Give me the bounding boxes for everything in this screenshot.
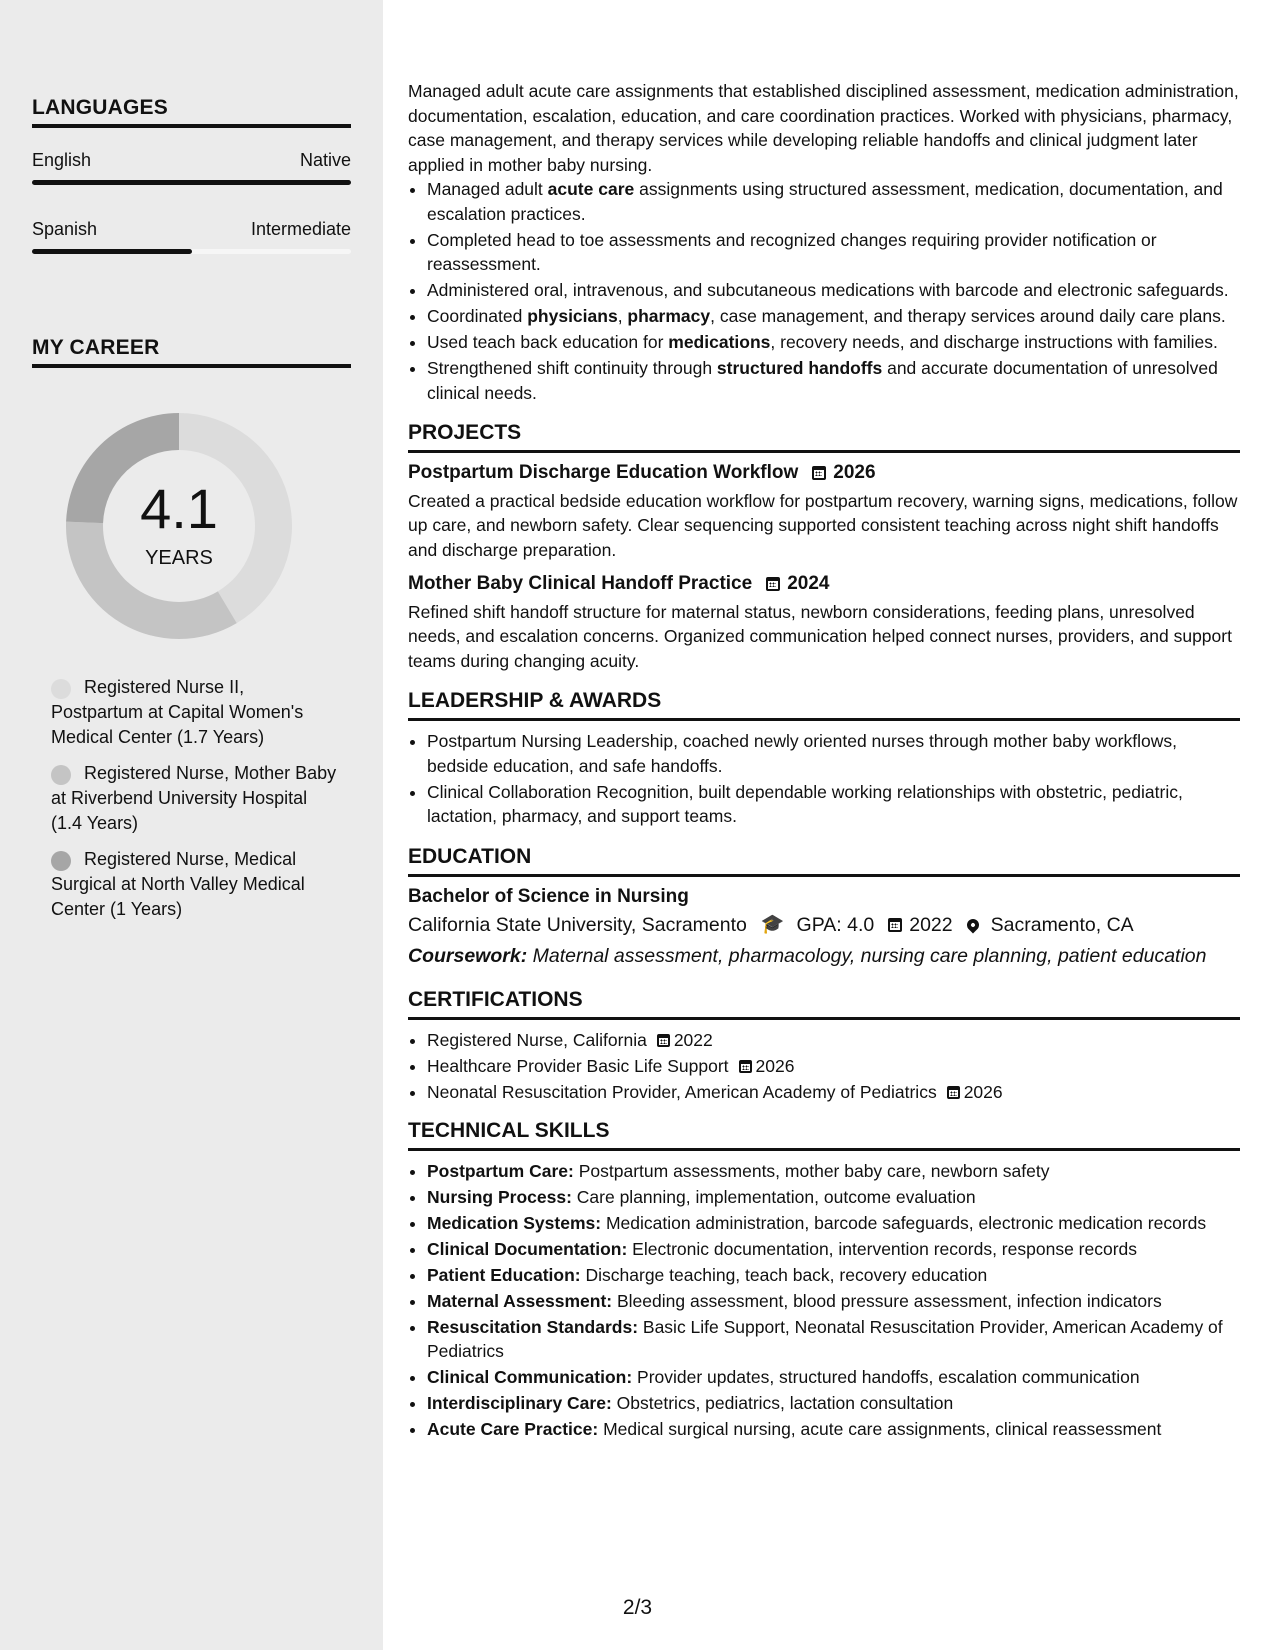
language-bar-fill: [32, 180, 351, 185]
calendar-icon: [947, 1086, 960, 1099]
skill-label: Postpartum Care:: [427, 1160, 574, 1181]
skill-label: Interdisciplinary Care:: [427, 1393, 612, 1413]
skill-item: [427, 1185, 1240, 1210]
certification-name: Healthcare Provider Basic Life Support: [427, 1056, 729, 1076]
languages-title: LANGUAGES: [32, 96, 351, 128]
experience-bullet: [427, 356, 1240, 405]
project-description: Created a practical bedside education workflow for postpartum recovery, warning signs, medications, follow up care, and newborn safety. Clear sequencing supported consistent teaching across night shift handoffs and discharge preparation.: [408, 490, 1238, 560]
language-name: Spanish: [32, 219, 98, 239]
bullet-highlight: structured handoffs: [716, 358, 883, 378]
main-content: [408, 79, 1240, 1443]
project-name: Mother Baby Clinical Handoff Practice: [408, 573, 753, 594]
gpa: GPA: 4.0: [796, 914, 875, 936]
certifications-title: CERTIFICATIONS: [408, 986, 1240, 1020]
skill-label: Medication Systems:: [427, 1212, 602, 1233]
skill-item: [427, 1237, 1240, 1262]
career-role-text: Registered Nurse, Mother Baby at Riverbend University Hospital (1.4 Years): [51, 763, 337, 833]
calendar-icon: [657, 1034, 670, 1047]
project-year: 2026: [833, 462, 876, 483]
skill-value: Medical surgical nursing, acute care assignments, clinical reassessment: [603, 1419, 1162, 1439]
language-bar-fill: [32, 249, 192, 254]
skill-item: [427, 1365, 1240, 1390]
bullet-text: Strengthened shift continuity through: [427, 358, 717, 378]
languages-section: [32, 96, 351, 254]
legend-dot: [51, 679, 71, 699]
skill-value: Provider updates, structured handoffs, escalation communication: [637, 1367, 1140, 1387]
bullet-highlight: acute care: [547, 179, 635, 199]
school-name: California State University, Sacramento: [408, 914, 747, 936]
skill-value: Discharge teaching, teach back, recovery education: [585, 1264, 988, 1285]
certifications-list: [408, 1028, 1240, 1105]
skills-list: [408, 1159, 1240, 1442]
projects-title: PROJECTS: [408, 419, 1240, 453]
language-spanish: [32, 219, 351, 254]
certification-item: [427, 1080, 1240, 1105]
bullet-text: , recovery needs, and discharge instructions with families.: [770, 332, 1218, 352]
skills-section: [408, 1117, 1240, 1442]
skill-value: Bleeding assessment, blood pressure assessment, infection indicators: [617, 1290, 1162, 1311]
experience-summary: Managed adult acute care assignments that established disciplined assessment, medication administration, documentation, escalation, education, and care coordination practices. Worked with physicians, pharmacy, case management, and therapy services while developing reliable handoffs and clinical judgment later applied in mother baby nursing.: [408, 81, 1239, 175]
calendar-icon: [812, 466, 826, 480]
legend-dot: [51, 851, 71, 871]
certification-year: 2026: [755, 1056, 795, 1076]
bullet-highlight: pharmacy: [627, 306, 711, 326]
skill-value: Obstetrics, pediatrics, lactation consultation: [616, 1393, 954, 1413]
skills-title: TECHNICAL SKILLS: [408, 1117, 1240, 1151]
skill-value: Electronic documentation, intervention records, response records: [632, 1238, 1138, 1259]
leadership-item: • Clinical Collaboration Recognition, built dependable working relationships with obstetric, pediatric, lactation, pharmacy, and support teams.: [427, 780, 1240, 829]
bullet-text: assignments using structured assessment, medication, documentation, and escalation practices.: [427, 179, 1223, 224]
projects-section: [408, 419, 1240, 673]
career-donut: [66, 413, 292, 639]
career-role-text: Registered Nurse, Medical Surgical at North Valley Medical Center (1 Years): [51, 849, 305, 919]
bullet-text: , case management, and therapy services around daily care plans.: [710, 306, 1226, 326]
experience-bullets: [408, 177, 1240, 405]
skill-label: Resuscitation Standards:: [427, 1316, 639, 1337]
project-description: Refined shift handoff structure for maternal status, newborn considerations, feeding plans, unresolved needs, and escalation concerns. Organized communication helped connect nurses, providers, and support teams during changing acuity.: [408, 601, 1232, 671]
sidebar: [0, 0, 383, 1650]
graduation-year: 2022: [909, 914, 953, 936]
skill-value: Care planning, implementation, outcome evaluation: [576, 1186, 976, 1207]
leadership-title: LEADERSHIP & AWARDS: [408, 687, 1240, 721]
bullet-highlight: physicians: [527, 306, 618, 326]
bullet-text: Managed adult: [427, 179, 548, 199]
skill-item: [427, 1391, 1240, 1416]
language-bar: [32, 249, 351, 254]
experience-bullet: [427, 278, 1240, 303]
experience-bullet: [427, 177, 1240, 226]
skill-item: [427, 1263, 1240, 1288]
skill-label: Patient Education:: [427, 1264, 581, 1285]
skill-item: [427, 1211, 1240, 1236]
certification-name: Registered Nurse, California: [427, 1030, 647, 1050]
career-legend-item: [51, 761, 341, 836]
calendar-icon: [888, 918, 902, 932]
career-section: [32, 336, 351, 368]
skill-item: [427, 1315, 1240, 1364]
bullet-highlight: medications: [668, 332, 771, 352]
experience-bullet: [427, 330, 1240, 355]
project-year: 2024: [787, 573, 830, 594]
skill-value: Postpartum assessments, mother baby care, newborn safety: [578, 1160, 1050, 1181]
page-number: 2/3: [622, 1596, 653, 1619]
certification-item: [427, 1054, 1240, 1079]
language-name: English: [32, 150, 92, 170]
calendar-icon: [739, 1060, 752, 1073]
career-legend-item: [51, 675, 341, 750]
leadership-list: [408, 729, 1240, 829]
location-pin-icon: [964, 917, 981, 934]
bullet-text: Administered oral, intravenous, and subcutaneous medications with barcode and electronic safeguards.: [427, 280, 1229, 300]
leadership-item: • Postpartum Nursing Leadership, coached newly oriented nurses through mother baby workflows, bedside education, and safe handoffs.: [427, 729, 1240, 778]
leadership-section: [408, 687, 1240, 829]
certifications-section: [408, 986, 1240, 1105]
skill-item: [427, 1289, 1240, 1314]
certification-name: Neonatal Resuscitation Provider, American Academy of Pediatrics: [427, 1082, 937, 1102]
coursework: [408, 944, 1240, 969]
language-bar: [32, 180, 351, 185]
school-location: Sacramento, CA: [990, 914, 1134, 936]
bullet-text: Completed head to toe assessments and recognized changes requiring provider notification or reassessment.: [427, 229, 1157, 274]
career-legend-item: [51, 847, 341, 922]
legend-dot: [51, 765, 71, 785]
graduation-cap-icon: 🎓: [760, 914, 785, 935]
skill-item: [427, 1159, 1240, 1184]
education-details: [408, 913, 1240, 938]
career-total-value: 4.1: [140, 477, 218, 540]
calendar-icon: [766, 577, 780, 591]
skill-item: [427, 1417, 1240, 1442]
project-item: [408, 572, 1240, 673]
skill-label: Clinical Communication:: [427, 1367, 633, 1387]
language-english: [32, 150, 351, 185]
language-level: Native: [299, 150, 351, 170]
skill-label: Clinical Documentation:: [427, 1238, 628, 1259]
skill-value: Medication administration, barcode safeguards, electronic medication records: [605, 1212, 1207, 1233]
bullet-text: and accurate documentation of unresolved clinical needs.: [427, 358, 1218, 403]
certification-year: 2026: [963, 1082, 1003, 1102]
career-total-unit: YEARS: [145, 547, 213, 569]
career-legend: [51, 675, 341, 933]
bullet-text: Used teach back education for: [427, 332, 669, 352]
degree: Bachelor of Science in Nursing: [408, 885, 689, 907]
education-title: EDUCATION: [408, 843, 1240, 877]
bullet-text: Coordinated: [427, 306, 528, 326]
certification-item: [427, 1028, 1240, 1053]
career-title: MY CAREER: [32, 336, 351, 368]
experience-section: [408, 79, 1240, 405]
education-section: [408, 843, 1240, 969]
experience-bullet: [427, 304, 1240, 329]
skill-label: Maternal Assessment:: [427, 1290, 613, 1311]
career-role-text: Registered Nurse II, Postpartum at Capital Women's Medical Center (1.7 Years): [51, 677, 304, 747]
language-level: Intermediate: [250, 219, 351, 239]
experience-bullet: [427, 228, 1240, 277]
coursework-label: Coursework:: [408, 944, 528, 967]
skill-value: Basic Life Support, Neonatal Resuscitation Provider, American Academy of Pediatrics: [427, 1316, 1223, 1361]
certification-year: 2022: [673, 1030, 713, 1050]
skill-label: Nursing Process:: [427, 1186, 572, 1207]
skill-label: Acute Care Practice:: [427, 1419, 599, 1439]
coursework-text: Maternal assessment, pharmacology, nursing care planning, patient education: [532, 944, 1207, 967]
bullet-text: ,: [617, 306, 628, 326]
project-item: [408, 461, 1240, 562]
project-name: Postpartum Discharge Education Workflow: [408, 462, 799, 483]
